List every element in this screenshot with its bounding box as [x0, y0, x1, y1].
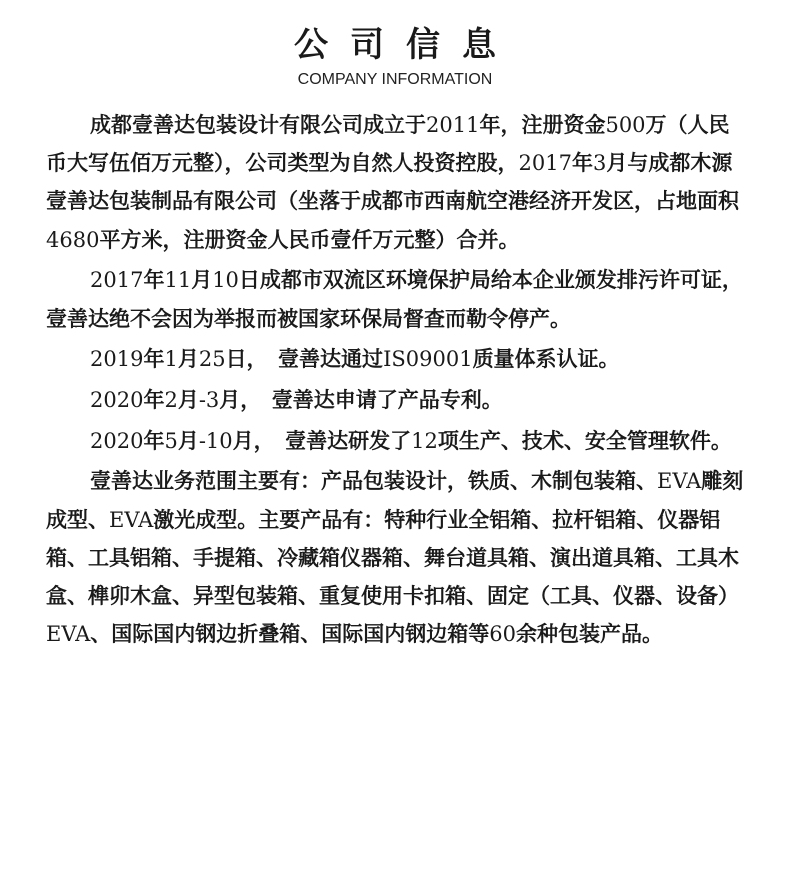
- company-info-body: [46, 106, 746, 656]
- paragraph-text: 项生产、技术、安全管理软件。: [437, 428, 732, 453]
- paragraph-text: 万（人民币大写伍佰万元整），公司类型为自然人投资控股，: [46, 113, 730, 176]
- paragraph-text: 年: [143, 268, 165, 293]
- number-text: 500: [605, 113, 646, 137]
- number-text: IS09001: [383, 347, 473, 372]
- number-text: 10: [212, 268, 239, 293]
- number-text: 2017: [518, 151, 572, 176]
- number-text: 5: [164, 428, 178, 453]
- number-text: EVA: [657, 469, 702, 494]
- paragraph-text: 月与成都木源壹善达包装制品有限公司（坐落于成都市西南航空港经济开发区，占地面积: [46, 151, 739, 214]
- paragraph-2: [46, 261, 746, 337]
- paragraph-4: [46, 381, 746, 419]
- paragraph-text: 年: [143, 347, 165, 372]
- paragraph-text: 余种包装产品。: [515, 622, 663, 647]
- paragraph-text: 月: [177, 347, 199, 372]
- number-text: -3: [198, 387, 220, 412]
- paragraph-3: [46, 340, 746, 378]
- number-text: EVA: [46, 622, 91, 647]
- number-text: 25: [198, 347, 226, 372]
- page-title: 公司信息: [294, 25, 518, 65]
- number-text: 11: [164, 268, 192, 293]
- number-text: 4680: [46, 227, 100, 252]
- number-text: 3: [592, 151, 607, 176]
- number-text: -10: [198, 428, 233, 453]
- paragraph-text: 激光成型。主要产品有：特种行业全铝箱、拉杆铝箱、仪器铝箱、工具铝箱、手提箱、冷藏箱仪器箱、舞台道具箱、演出道具箱、工具木盒、榫卯木盒、异型包装箱、重复使用卡扣箱、固定（工具、仪器、设备）: [46, 507, 739, 608]
- paragraph-text: 雕刻成型、: [46, 469, 744, 532]
- paragraph-text: 年: [143, 387, 165, 412]
- paragraph-text: 、国际国内钢边折叠箱、国际国内钢边箱等: [90, 622, 490, 647]
- page-subtitle: COMPANY INFORMATION: [297, 71, 493, 88]
- paragraph-text: 平方米，注册资金人民币壹仟万元整）合并。: [99, 227, 520, 252]
- paragraph-text: 年: [571, 151, 593, 176]
- number-text: 2017: [90, 268, 144, 293]
- number-text: 2: [164, 387, 178, 412]
- number-text: EVA: [109, 507, 154, 532]
- paragraph-text: 质量体系认证。: [472, 347, 620, 372]
- paragraph-text: 成都壹善达包装设计有限公司成立于: [90, 113, 426, 137]
- paragraph-text: 日， 壹善达通过: [225, 347, 384, 372]
- paragraph-text: 年，注册资金: [479, 113, 606, 137]
- paragraph-text: 壹善达业务范围主要有：产品包装设计，铁质、木制包装箱、: [90, 469, 657, 494]
- paragraph-text: 月: [177, 428, 199, 453]
- number-text: 2020: [90, 387, 144, 412]
- number-text: 2020: [90, 428, 144, 453]
- paragraph-text: 年: [143, 428, 165, 453]
- number-text: 2011: [426, 113, 480, 137]
- paragraph-text: 日成都市双流区环境保护局给本企业颁发排污许可证，壹善达绝不会因为举报而被国家环保局督查而勒令停产。: [46, 268, 743, 331]
- number-text: 2019: [90, 347, 144, 372]
- number-text: 60: [489, 622, 516, 647]
- paragraph-6: [46, 462, 746, 653]
- number-text: 12: [411, 428, 438, 453]
- paragraph-text: 月， 壹善达研发了: [232, 428, 412, 453]
- paragraph-1: [46, 106, 746, 259]
- paragraph-text: 月: [191, 268, 213, 293]
- paragraph-text: 月: [177, 387, 199, 412]
- paragraph-text: 月， 壹善达申请了产品专利。: [219, 387, 503, 412]
- number-text: 1: [164, 347, 178, 372]
- paragraph-5: [46, 422, 746, 460]
